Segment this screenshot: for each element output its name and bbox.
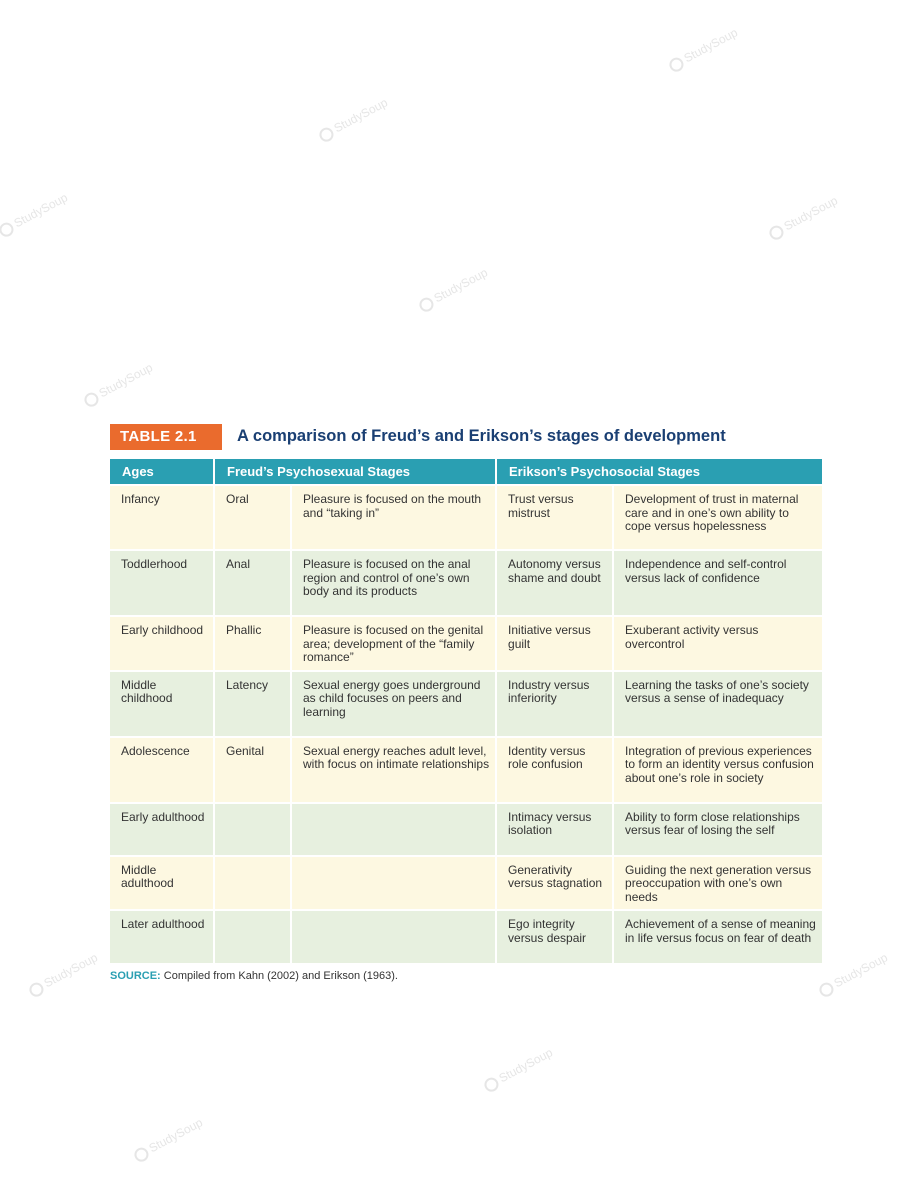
erikson-stage-cell: Ego integrity versus despair — [496, 910, 613, 963]
watermark-logo-icon — [482, 1075, 501, 1094]
age-cell: Middle adulthood — [110, 856, 214, 911]
age-cell: Middle childhood — [110, 671, 214, 737]
erikson-stage-cell: Trust versus mistrust — [496, 485, 613, 550]
header-ages: Ages — [110, 459, 214, 485]
freud-description-cell — [291, 803, 496, 856]
watermark: StudySoup — [317, 95, 391, 144]
erikson-stage-cell: Initiative versus guilt — [496, 616, 613, 671]
erikson-description-cell: Guiding the next generation versus preoccupation with one’s own needs — [613, 856, 822, 911]
header-erikson: Erikson’s Psychosocial Stages — [496, 459, 822, 485]
watermark: StudySoup — [482, 1045, 556, 1094]
watermark: StudySoup — [417, 265, 491, 314]
stages-table — [110, 459, 822, 963]
watermark: StudySoup — [667, 25, 741, 74]
table-caption: A comparison of Freud’s and Erikson’s stages of development — [237, 427, 726, 445]
freud-stage-cell — [214, 803, 291, 856]
erikson-description-cell: Independence and self-control versus lack of confidence — [613, 550, 822, 616]
table-row — [110, 737, 822, 803]
watermark-logo-icon — [767, 223, 786, 242]
header-freud: Freud’s Psychosexual Stages — [214, 459, 496, 485]
watermark-logo-icon — [132, 1145, 151, 1164]
watermark: StudySoup — [82, 360, 156, 409]
watermark-logo-icon — [817, 980, 836, 999]
erikson-stage-cell: Intimacy versus isolation — [496, 803, 613, 856]
watermark-logo-icon — [82, 390, 101, 409]
erikson-description-cell: Achievement of a sense of meaning in life versus focus on fear of death — [613, 910, 822, 963]
freud-stage-cell: Phallic — [214, 616, 291, 671]
watermark: StudySoup — [0, 190, 70, 239]
freud-stage-cell — [214, 910, 291, 963]
watermark-logo-icon — [667, 55, 686, 74]
table-row — [110, 910, 822, 963]
source-text: Compiled from Kahn (2002) and Erikson (1963). — [160, 970, 398, 982]
watermark-logo-icon — [27, 980, 46, 999]
erikson-description-cell: Learning the tasks of one’s society versus a sense of inadequacy — [613, 671, 822, 737]
age-cell: Early adulthood — [110, 803, 214, 856]
watermark: StudySoup — [27, 950, 101, 999]
freud-stage-cell — [214, 856, 291, 911]
freud-stage-cell: Latency — [214, 671, 291, 737]
freud-stage-cell: Oral — [214, 485, 291, 550]
age-cell: Early childhood — [110, 616, 214, 671]
table-row — [110, 550, 822, 616]
watermark-logo-icon — [317, 125, 336, 144]
watermark: StudySoup — [132, 1115, 206, 1164]
source-note — [110, 970, 398, 982]
source-label: SOURCE: — [110, 970, 161, 982]
freud-stage-cell: Genital — [214, 737, 291, 803]
table-header-row — [110, 459, 822, 485]
freud-stage-cell: Anal — [214, 550, 291, 616]
watermark-logo-icon — [417, 295, 436, 314]
age-cell: Toddlerhood — [110, 550, 214, 616]
erikson-description-cell: Exuberant activity versus overcontrol — [613, 616, 822, 671]
freud-description-cell: Pleasure is focused on the genital area; development of the “family romance” — [291, 616, 496, 671]
age-cell: Later adulthood — [110, 910, 214, 963]
erikson-stage-cell: Autonomy versus shame and doubt — [496, 550, 613, 616]
table-title — [110, 424, 822, 450]
freud-description-cell: Pleasure is focused on the mouth and “taking in” — [291, 485, 496, 550]
table-row — [110, 856, 822, 911]
erikson-description-cell: Development of trust in maternal care and in one’s own ability to cope versus hopelessness — [613, 485, 822, 550]
table-row — [110, 616, 822, 671]
table-label: TABLE 2.1 — [110, 424, 222, 450]
erikson-stage-cell: Generativity versus stagnation — [496, 856, 613, 911]
erikson-stage-cell: Identity versus role confusion — [496, 737, 613, 803]
freud-description-cell — [291, 910, 496, 963]
watermark: StudySoup — [817, 950, 891, 999]
age-cell: Adolescence — [110, 737, 214, 803]
table-row — [110, 803, 822, 856]
freud-description-cell: Sexual energy goes underground as child focuses on peers and learning — [291, 671, 496, 737]
freud-description-cell: Sexual energy reaches adult level, with focus on intimate relationships — [291, 737, 496, 803]
erikson-description-cell: Ability to form close relationships versus fear of losing the self — [613, 803, 822, 856]
age-cell: Infancy — [110, 485, 214, 550]
freud-description-cell — [291, 856, 496, 911]
freud-description-cell: Pleasure is focused on the anal region and control of one’s own body and its products — [291, 550, 496, 616]
watermark: StudySoup — [767, 193, 841, 242]
table-row — [110, 671, 822, 737]
erikson-stage-cell: Industry versus inferiority — [496, 671, 613, 737]
table-row — [110, 485, 822, 550]
erikson-description-cell: Integration of previous experiences to form an identity versus confusion about one’s role in society — [613, 737, 822, 803]
